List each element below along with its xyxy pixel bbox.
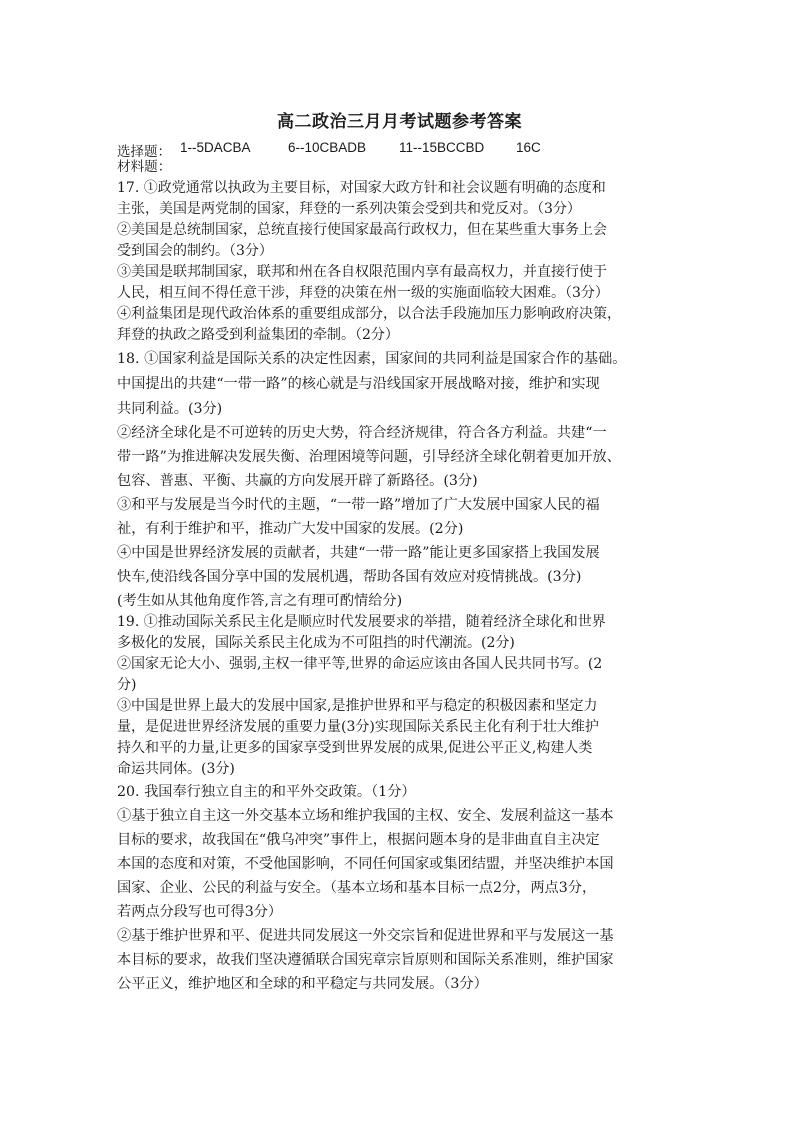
answer-line: ④利益集团是现代政治体系的重要组成部分，以合法手段施加压力影响政府决策，	[117, 306, 621, 322]
answer-line: 命运共同体。(3分)	[117, 761, 235, 777]
answer-line: ②美国是总统制国家，总统直接行使国家最高行政权力，但在某些重大事务上会	[117, 222, 607, 238]
answer-line: ④中国是世界经济发展的贡献者，共建“一带一路”能让更多国家搭上我国发展	[117, 545, 600, 561]
answer-line: ③美国是联邦制国家，联邦和州在各自权限范围内享有最高权力，并直接行使于	[117, 264, 607, 280]
answer-line: 带一路”为推进解决发展失衡、治理困境等问题，引导经济全球化朝着更加开放、	[117, 449, 621, 465]
answer-line: ③和平与发展是当今时代的主题，“一带一路”增加了广大发展中国家人民的福	[117, 497, 600, 513]
answer-line: 本目标的要求，故我们坚决遵循联合国宪章宗旨原则和国际关系准则，维护国家	[117, 952, 614, 968]
answer-line: ②国家无论大小、强弱,主权一律平等,世界的命运应该由各国人民共同书写。(2	[117, 656, 603, 672]
answer-line: 受到国会的制约。（3分）	[117, 243, 273, 259]
answer-line: 分)	[117, 677, 137, 693]
answer-line: 量，是促进世界经济发展的重要力量(3分)实现国际关系民主化有利于壮大维护	[117, 719, 599, 735]
material-label: 材料题：	[117, 159, 172, 175]
answer-line: 17. ①政党通常以执政为主要目标，对国家大政方针和社会议题有明确的态度和	[117, 180, 606, 196]
answer-line: ②经济全球化是不可逆转的历史大势，符合经济规律，符合各方利益。共建“一	[117, 425, 607, 441]
choice-group-4: 16C	[516, 140, 541, 155]
answer-line: 国家、企业、公民的利益与安全。（基本立场和基本目标一点2分，两点3分，	[117, 880, 597, 896]
answer-line: 20. 我国奉行独立自主的和平外交政策。（1分）	[117, 784, 416, 800]
choice-group-2: 6--10CBADB	[288, 140, 367, 155]
answer-line: 多极化的发展，国际关系民主化成为不可阻挡的时代潮流。(2分)	[117, 635, 515, 651]
answer-line: 人民，相互间不得任意干涉，拜登的决策在州一级的实施面临较大困难。（3分）	[117, 285, 609, 301]
page-title: 高二政治三月月考试题参考答案	[277, 112, 522, 132]
answer-line: 祉，有利于维护和平，推动广大发中国家的发展。(2分)	[117, 521, 464, 537]
answer-line: 19. ①推动国际关系民主化是顺应时代发展要求的举措，随着经济全球化和世界	[117, 614, 606, 630]
answer-line: 持久和平的力量,让更多的国家享受到世界发展的成果,促进公平正义,构建人类	[117, 740, 593, 756]
choice-group-3: 11--15BCCBD	[399, 140, 485, 155]
answer-line: ③中国是世界上最大的发展中国家,是推护世界和平与稳定的积极因素和坚定力	[117, 698, 598, 714]
answer-line: 若两点分段写也可得3分）	[117, 904, 283, 920]
answer-line: 包容、普惠、平衡、共赢的方向发展开辟了新路径。(3分)	[117, 473, 478, 489]
choice-label: 选择题：	[117, 144, 171, 160]
answer-line: 快车,使沿线各国分享中国的发展机遇，帮助各国有效应对疫情挑战。(3分)	[117, 569, 582, 585]
answer-line: 共同利益。(3分)	[117, 401, 223, 417]
answer-line: 本国的态度和对策，不受他国影响，不同任何国家或集团结盟，并坚决维护本国	[117, 856, 614, 872]
answer-line: 中国提出的共建“一带一路”的核心就是与沿线国家开展战略对接，维护和实现	[117, 376, 600, 392]
answer-line: 目标的要求，故我国在“俄乌冲突”事件上，根据问题本身的是非曲直自主决定	[117, 832, 600, 848]
answer-line: ②基于维护世界和平、促进共同发展这一外交宗旨和促进世界和平与发展这一基	[117, 928, 614, 944]
answer-line: (考生如从其他角度作答,言之有理可酌情给分)	[117, 593, 403, 609]
answer-line: 公平正义，维护地区和全球的和平稳定与共同发展。（3分）	[117, 976, 488, 992]
answer-line: 18. ①国家利益是国际关系的决定性因素，国家间的共同利益是国家合作的基础。	[117, 351, 627, 367]
choice-group-1: 1--5DACBA	[180, 140, 251, 155]
answer-line: 主张，美国是两党制的国家，拜登的一系列决策会受到共和党反对。（3分）	[117, 201, 581, 217]
answer-line: 拜登的执政之路受到利益集团的牵制。（2分）	[117, 327, 399, 343]
answer-line: ①基于独立自主这一外交基本立场和维护我国的主权、安全、发展利益这一基本	[117, 808, 614, 824]
